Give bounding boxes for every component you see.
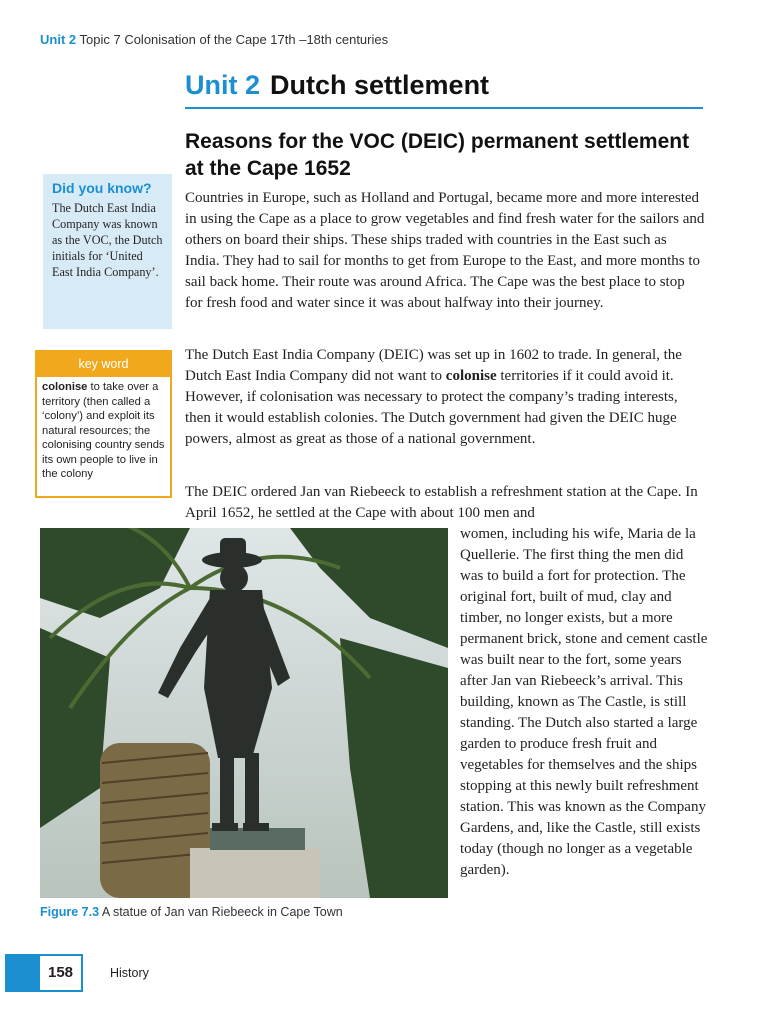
- paragraph-2-start: The Dutch East India Company (DEIC) was set up in 1602 to trade. In general, the Dutch East India Company did not want to: [185, 347, 682, 384]
- key-word-box: [35, 350, 172, 498]
- page-number: 158: [38, 954, 83, 992]
- paragraph-2-end: territories if it could avoid it. However, if colonisation was necessary to protect the company’s trading interests, then it would establish colonies. The Dutch government had given the DEIC huge powers, almost as great as those of a national government.: [185, 368, 678, 447]
- statue-photo-illustration: [40, 528, 448, 898]
- unit-number: Unit 2: [185, 70, 261, 100]
- page-tab: [5, 954, 38, 992]
- paragraph-2: [185, 345, 705, 450]
- paragraph-3: The DEIC ordered Jan van Riebeeck to establish a refreshment station at the Cape. In April 1652, he settled at the Cape with about 100 men and: [185, 484, 698, 521]
- unit-title: Dutch settlement: [270, 70, 490, 100]
- did-you-know-body: The Dutch East India Company was known as the VOC, the Dutch initials for ‘United East India Company’.: [52, 201, 163, 279]
- section-title: Reasons for the VOC (DEIC) permanent settlement at the Cape 1652: [185, 130, 690, 180]
- figure-caption: [40, 905, 343, 919]
- paragraph-4: women, including his wife, Maria de la Quellerie. The first thing the men did was to build a fort for protection. The original fort, built of mud, clay and timber, no longer exists, but a more permanent brick, stone and cement castle was built near to the fort, some years after Jan van Riebeeck’s arrival. This building, known as The Castle, is still standing. The Dutch also started a large garden to produce fresh fruit and vegetables for themselves and the ships stopping at this newly built refreshment station. This was known as the Company Gardens, and, like the Castle, still exists today (though no longer as a vegetable garden).: [460, 526, 708, 878]
- figure-caption-text: A statue of Jan van Riebeeck in Cape Town: [101, 905, 343, 919]
- key-word-body: [37, 377, 170, 485]
- paragraph-1: Countries in Europe, such as Holland and Portugal, became more and more interested in using the Cape as a place to grow vegetables and find fresh water for the sailors and others on board their ships. These ships traded with countries in the East such as India. They had to sail for months to get from Europe to the East, and more months to sail back home. Their route was around Africa. The Cape was the best place to stop for fresh food and water since it was about halfway into their journey.: [185, 190, 705, 311]
- running-head: [40, 32, 388, 47]
- key-word-term: colonise: [42, 381, 88, 393]
- did-you-know-box: [43, 174, 172, 329]
- statue-photo: [40, 528, 448, 898]
- key-word-label: key word: [37, 352, 170, 377]
- figure-label: Figure 7.3: [40, 905, 100, 919]
- running-head-topic: Topic 7 Colonisation of the Cape 17th –18th centuries: [79, 32, 389, 47]
- paragraph-2-keyword: colonise: [445, 368, 497, 384]
- did-you-know-title: Did you know?: [52, 180, 152, 196]
- footer-title: History: [110, 966, 149, 980]
- running-head-unit: Unit 2: [40, 32, 77, 47]
- key-word-definition: to take over a territory (then called a ‘colony’) and exploit its natural resources; the colonising country sends its own people to live in the colony: [42, 381, 165, 480]
- unit-heading: [185, 70, 703, 109]
